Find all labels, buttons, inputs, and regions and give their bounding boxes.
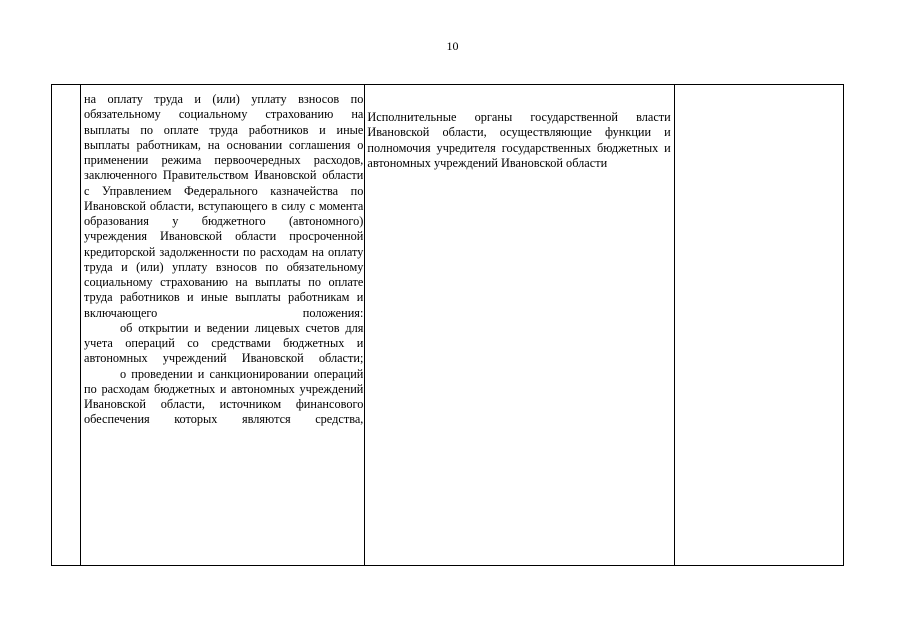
table-cell-number bbox=[52, 85, 81, 566]
table-cell-responsible bbox=[365, 85, 674, 566]
page-number: 10 bbox=[446, 39, 459, 53]
document-table bbox=[51, 84, 844, 566]
description-paragraph-2: об открытии и ведении лицевых счетов для учета операций со средствами бюджетных и автономных учреждений Ивановской области; bbox=[84, 320, 364, 366]
description-paragraph-1: на оплату труда и (или) уплату взносов по обязательному социальному страхованию на выплаты по оплате труда работников и иные выплаты работникам, на основании соглашения о применении режима первоочередных расходов, заключенного Правительством Ивановской области с Управлением Федерального казначейства по Ивановской области, вступающего в силу с момента образования у бюджетного (автономного) учреждения Ивановской области просроченной кредиторской задолженности по расходам на оплату труда и (или) уплату взносов по обязательному социальному страхованию на выплаты по оплате труда работников и иные выплаты работникам и включающего положения: bbox=[84, 92, 364, 320]
responsible-text: Исполнительные органы государственной власти Ивановской области, осуществляющие функции и полномочия учредителя государственных бюджетных и автономных учреждений Ивановской области bbox=[367, 110, 671, 170]
description-paragraph-3: о проведении и санкционировании операций по расходам бюджетных и автономных учреждений Ивановской области, источником финансового обеспечения которых являются средства, bbox=[84, 366, 364, 427]
table-cell-empty bbox=[674, 85, 843, 566]
table-row bbox=[52, 85, 844, 566]
table-cell-description bbox=[81, 85, 365, 566]
